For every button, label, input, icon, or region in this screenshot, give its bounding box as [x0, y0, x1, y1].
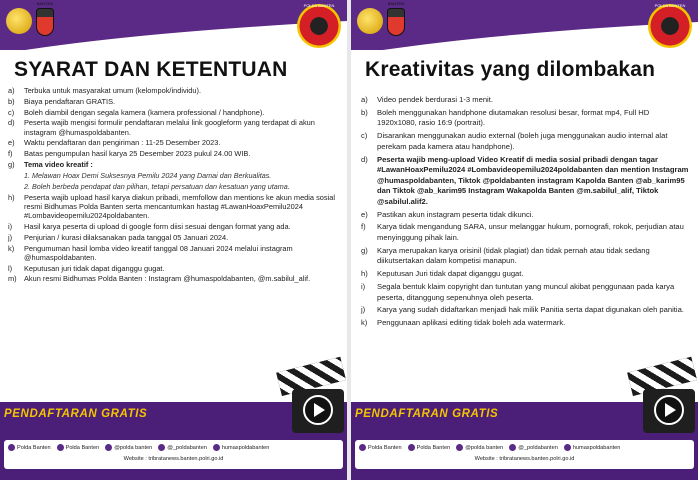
banten-badge-label: BANTEN: [36, 1, 54, 6]
list-item: a) Terbuka untuk masyarakat umum (kelompok/individu).: [8, 86, 202, 95]
banten-badge-icon: [387, 8, 405, 36]
list-item: i) Hasil karya peserta di upload di google form diisi sesuai dengan format yang ada.: [8, 221, 291, 231]
social-instagram[interactable]: @polda banten: [456, 444, 503, 451]
list-item: b) Boleh menggunakan handphone diutamakan resolusi besar, format mp4, Full HD 1920x1080, rasio 16:9 (portrait).: [361, 107, 650, 128]
social-twitter[interactable]: @_poldabanten: [158, 444, 207, 451]
emblem-label: POLDA BANTEN: [654, 3, 686, 8]
criteria-list: [361, 95, 691, 331]
list-item: h) Peserta wajib upload hasil karya diakun pribadi, memfollow dan mentions ke akun media sosial resmi Bidhumas Polda Banten serta mencantumkan hastag #LawanHoaxPemilu2024 #Lombavideopemilu2024poldabanten.: [8, 192, 335, 221]
social-youtube[interactable]: Polda Banten: [57, 444, 100, 451]
social-facebook[interactable]: Polda Banten: [359, 444, 402, 451]
page-title: Kreativitas yang dilombakan: [365, 58, 656, 81]
banten-badge-icon: [36, 8, 54, 36]
theme-1: 1. Melawan Hoax Demi Suksesnya Pemilu 2024 yang Damai dan Berkualitas.: [24, 170, 272, 180]
website-link[interactable]: Website : tribratanews.banten.polri.go.id: [123, 456, 224, 462]
social-tiktok[interactable]: humaspoldabanten: [213, 444, 270, 451]
emblem-label: POLDA BANTEN: [303, 3, 335, 8]
list-item: a) Video pendek berdurasi 1-3 menit.: [361, 95, 493, 104]
social-tiktok[interactable]: humaspoldabanten: [564, 444, 621, 451]
polda-banten-emblem: [648, 4, 692, 48]
youtube-icon: [57, 444, 64, 451]
registration-banner: PENDAFTARAN GRATIS: [4, 408, 148, 420]
polda-banten-emblem: [297, 4, 341, 48]
social-youtube[interactable]: Polda Banten: [408, 444, 451, 451]
list-item: f) Batas pengumpulan hasil karya 25 Desember 2023 pukul 24.00 WIB.: [8, 149, 251, 159]
banten-badge-label: BANTEN: [387, 1, 405, 6]
terms-poster: [0, 0, 347, 480]
tiktok-icon: [564, 444, 571, 451]
instagram-icon: [456, 444, 463, 451]
terms-list: [8, 86, 340, 285]
list-item: b) Biaya pendaftaran GRATIS.: [8, 96, 116, 106]
play-triangle-icon: [314, 403, 325, 417]
list-item: m) Akun resmi Bidhumas Polda Banten : Instagram @humaspoldabanten, @m.sabilul_alif.: [8, 274, 311, 284]
list-item: g) Karya merupakan karya orisinil (tidak plagiat) dan tidak pernah atau tidak sedang diikutsertakan dalam kompetisi manapun.: [361, 245, 650, 266]
social-twitter[interactable]: @_poldabanten: [509, 444, 558, 451]
list-item: c) Boleh diambil dengan segala kamera (kamera professional / handphone).: [8, 107, 265, 117]
facebook-icon: [359, 444, 366, 451]
list-item: f) Karya tidak mengandung SARA, unsur melanggar hukum, pornografi, rokok, perjudian atau menyinggung pihak lain.: [361, 222, 684, 243]
list-item: d) Peserta wajib mengisi formulir pendaftaran melalui link googleform yang terdapat di akun instagram @humaspoldabanten.: [8, 118, 315, 137]
website-link[interactable]: Website : tribratanews.banten.polri.go.id: [474, 456, 575, 462]
youtube-icon: [408, 444, 415, 451]
list-item: h) Keputusan Juri tidak dapat diganggu gugat.: [361, 269, 524, 279]
police-star-logo: [6, 8, 32, 34]
facebook-icon: [8, 444, 15, 451]
instagram-icon: [105, 444, 112, 451]
list-item: k) Penggunaan aplikasi editing tidak boleh ada watermark.: [361, 318, 566, 328]
social-facebook[interactable]: Polda Banten: [8, 444, 51, 451]
police-star-logo: [357, 8, 383, 34]
social-links: [359, 444, 620, 451]
social-links: [8, 444, 269, 451]
list-item: e) Pastikan akun instagram peserta tidak dikunci.: [361, 209, 534, 219]
list-item: c) Disarankan menggunakan audio external (boleh juga menggunakan audio internal alat perekam pada kamera atau handphone).: [361, 131, 668, 151]
tiktok-icon: [213, 444, 220, 451]
list-item: g) Tema video kreatif :: [8, 159, 93, 169]
social-instagram[interactable]: @polda banten: [105, 444, 152, 451]
play-triangle-icon: [665, 403, 676, 417]
page-title: SYARAT DAN KETENTUAN: [14, 58, 288, 81]
list-item: l) Keputusan juri tidak dapat diganggu gugat.: [8, 263, 165, 273]
list-item: j) Penjurian / kurasi dilaksanakan pada tanggal 05 Januari 2024.: [8, 232, 229, 242]
registration-banner: PENDAFTARAN GRATIS: [355, 408, 499, 420]
theme-2: 2. Boleh berbeda pendapat dan pilihan, tetapi persatuan dan kesatuan yang utama.: [24, 181, 290, 191]
criteria-poster: [351, 0, 698, 480]
list-item: k) Pengumuman hasil lomba video kreatif tanggal 08 Januari 2024 melalui instagram @humaspoldabanten.: [8, 243, 293, 262]
list-item: j) Karya yang sudah didaftarkan menjadi hak milik Panitia serta dapat digunakan oleh panitia.: [361, 305, 684, 315]
list-item: e) Waktu pendaftaran dan pengiriman : 11-25 Desember 2023.: [8, 138, 221, 148]
list-item: d) Peserta wajib meng-upload Video Kreatif di media sosial pribadi dengan tagar #LawanHoaxPemilu2024 #Lombavideopemilu2024poldabanten dan mention Instagram @humaspoldabanten, Tiktok @poldabanten instagram Kapolda Banten @ab_karim95 dan Tiktok @ab_karim95 Instagram Wakapolda Banten @m.sabilul_alif, Tiktok @sabilul.alif2.: [361, 154, 689, 206]
twitter-icon: [509, 444, 516, 451]
twitter-icon: [158, 444, 165, 451]
list-item: i) Segala bentuk klaim copyright dan tuntutan yang muncul akibat penggunaan pada karya peserta, ditanggung sepenuhnya oleh peserta.: [361, 282, 675, 302]
